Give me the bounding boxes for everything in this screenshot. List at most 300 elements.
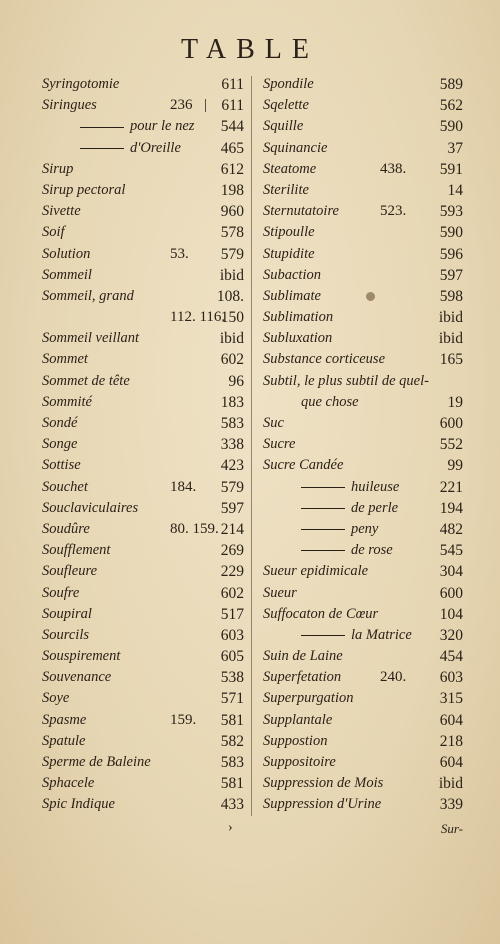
- index-entry: [38, 413, 244, 434]
- index-term: [42, 244, 90, 265]
- page-reference: 603: [220, 626, 244, 644]
- index-term-text: Sublimate: [263, 287, 321, 304]
- index-term-text: de rose: [351, 542, 393, 559]
- index-term-text: Soupiral: [42, 605, 92, 622]
- index-entry: [38, 540, 244, 561]
- index-term: [80, 116, 194, 137]
- right-index-column: [259, 74, 463, 837]
- index-term-text: Sivette: [42, 203, 81, 220]
- index-entry: [38, 201, 244, 222]
- page-reference: 19: [447, 393, 463, 411]
- index-term: [42, 752, 151, 773]
- index-term: [263, 138, 327, 159]
- index-term-text: Sommeil, grand: [42, 287, 134, 304]
- index-term: [263, 561, 368, 582]
- index-entry: [259, 180, 463, 201]
- additional-page-refs: 53.: [170, 245, 189, 262]
- index-term: [42, 455, 81, 476]
- page-reference: 582: [220, 732, 244, 750]
- index-entry: [38, 498, 244, 519]
- index-term-text: Spatule: [42, 732, 86, 749]
- page-reference: 597: [439, 266, 463, 284]
- index-term-text: Subaction: [263, 266, 321, 283]
- index-term: [263, 794, 381, 815]
- page-reference: 218: [439, 732, 463, 750]
- index-term: [42, 646, 120, 667]
- index-term-text: la Matrice: [351, 626, 412, 643]
- column-divider: [251, 76, 252, 816]
- index-term-text: peny: [351, 520, 379, 537]
- page-reference: 602: [220, 351, 244, 369]
- index-entry: [259, 392, 463, 413]
- index-term-text: Sommet: [42, 351, 88, 368]
- index-entry: [259, 477, 463, 498]
- index-entry: [259, 710, 463, 731]
- index-term: [263, 74, 314, 95]
- index-entry: [259, 773, 463, 794]
- index-term-text: de perle: [351, 499, 399, 516]
- page-reference: 150: [220, 309, 244, 327]
- index-term: [263, 455, 343, 476]
- page-reference: 183: [220, 393, 244, 411]
- index-entry: [38, 477, 244, 498]
- index-term-text: Subluxation: [263, 330, 333, 347]
- index-term-text: Sommeil veillant: [42, 330, 140, 347]
- additional-page-refs: 184.: [170, 478, 197, 495]
- page-reference: 221: [439, 478, 463, 496]
- index-term-text: Souchet: [42, 478, 88, 495]
- index-entry: [259, 307, 463, 328]
- index-term-text: Sommeil: [42, 266, 92, 283]
- index-entry: [38, 392, 244, 413]
- index-term: [42, 667, 111, 688]
- index-entry: [38, 646, 244, 667]
- ditto-dash: [301, 550, 345, 551]
- catchword-row: [259, 816, 463, 837]
- index-entry: [38, 710, 244, 731]
- index-term: [263, 646, 343, 667]
- index-entry: [259, 371, 463, 392]
- page-reference: 96: [228, 372, 244, 390]
- page-reference: 433: [220, 796, 244, 814]
- index-term: [263, 286, 321, 307]
- index-entry: [259, 244, 463, 265]
- index-term: [263, 710, 332, 731]
- index-term-text: Sublimation: [263, 309, 334, 326]
- index-entry: [38, 159, 244, 180]
- page-reference: 104: [439, 605, 463, 623]
- index-entry: [38, 583, 244, 604]
- index-entry: [259, 138, 463, 159]
- index-entry: [259, 646, 463, 667]
- separator-bar: |: [204, 97, 208, 114]
- index-term: [263, 222, 315, 243]
- index-term: [263, 583, 297, 604]
- index-term: [263, 731, 327, 752]
- index-term-text: que chose: [301, 393, 359, 410]
- additional-page-refs: 159.: [170, 711, 197, 728]
- bottom-mark: ›: [228, 820, 233, 835]
- index-term: [301, 392, 359, 413]
- index-term: [80, 138, 181, 159]
- page-reference: 602: [220, 584, 244, 602]
- index-term: [263, 752, 336, 773]
- index-term-text: Sottise: [42, 457, 81, 474]
- index-term: [263, 371, 429, 392]
- index-entry: [38, 307, 244, 328]
- index-entry: [38, 731, 244, 752]
- page-reference: 579: [220, 245, 244, 263]
- index-term-text: Sommité: [42, 393, 92, 410]
- additional-page-refs: 236: [170, 97, 193, 114]
- ditto-dash: [301, 487, 345, 488]
- index-term-text: Soufre: [42, 584, 80, 601]
- index-term: [42, 95, 97, 116]
- index-term: [42, 625, 89, 646]
- index-term-text: Sterilite: [263, 181, 309, 198]
- page-reference: 229: [220, 563, 244, 581]
- page-reference: 562: [439, 97, 463, 115]
- index-term-text: Spic Indique: [42, 796, 115, 813]
- index-term-text: Stipoulle: [263, 224, 315, 241]
- index-entry: [38, 561, 244, 582]
- index-term-text: Soif: [42, 224, 65, 241]
- index-entry: [259, 265, 463, 286]
- index-term: [42, 74, 119, 95]
- index-term: [301, 498, 398, 519]
- ink-smudge: [366, 292, 375, 301]
- page-reference: 590: [439, 118, 463, 136]
- page-reference: 99: [447, 457, 463, 475]
- page-reference: 165: [439, 351, 463, 369]
- index-term-text: Soudûre: [42, 520, 90, 537]
- index-term-text: pour le nez: [130, 118, 195, 135]
- index-term-text: Substance corticeuse: [263, 351, 386, 368]
- index-entry: [38, 138, 244, 159]
- index-term-text: Subtil, le plus subtil de quel-: [263, 372, 429, 389]
- page-reference: ibid: [438, 330, 463, 348]
- page-reference: 454: [439, 648, 463, 666]
- index-entry: [38, 371, 244, 392]
- ditto-dash: [80, 127, 124, 128]
- page-reference: 593: [439, 203, 463, 221]
- page-reference: ibid: [438, 775, 463, 793]
- index-term: [263, 159, 316, 180]
- index-term: [42, 180, 125, 201]
- page-reference: ibid: [219, 330, 244, 348]
- index-entry: [259, 667, 463, 688]
- page-reference: 589: [439, 76, 463, 93]
- page-reference: 320: [439, 626, 463, 644]
- index-term: [42, 561, 97, 582]
- page-reference: 604: [439, 711, 463, 729]
- index-term-text: Squille: [263, 118, 304, 135]
- page-reference: ibid: [438, 309, 463, 327]
- page-reference: 579: [220, 478, 244, 496]
- index-entry: [259, 328, 463, 349]
- index-term: [263, 667, 341, 688]
- index-term: [42, 477, 88, 498]
- page-reference: 605: [220, 648, 244, 666]
- index-term-text: Sondé: [42, 415, 78, 431]
- index-entry: [259, 74, 463, 95]
- index-entry: [259, 794, 463, 815]
- page-reference: 14: [447, 181, 463, 199]
- index-term-text: Suin de Laine: [263, 648, 343, 665]
- index-term: [42, 265, 92, 286]
- index-term-text: Souspirement: [42, 648, 121, 665]
- ditto-dash: [80, 148, 124, 149]
- index-term: [301, 540, 393, 561]
- page-reference: 583: [220, 754, 244, 771]
- page-reference: 339: [439, 796, 463, 814]
- left-index-column: [38, 74, 244, 816]
- index-term-text: Spasme: [42, 711, 87, 728]
- page-reference: 423: [220, 457, 244, 475]
- index-term-text: Suppression de Mois: [263, 775, 384, 792]
- index-term: [301, 625, 412, 646]
- index-entry: [259, 604, 463, 625]
- index-term-text: Suppression d'Urine: [263, 796, 382, 813]
- index-term: [42, 540, 110, 561]
- index-term-text: Suppositoire: [263, 754, 336, 770]
- index-term: [42, 794, 115, 815]
- index-entry: [259, 498, 463, 519]
- index-entry: [259, 540, 463, 561]
- index-term-text: Sternutatoire: [263, 203, 339, 220]
- page-reference: 108.: [216, 287, 244, 305]
- page-reference: 600: [439, 584, 463, 602]
- index-term: [301, 477, 399, 498]
- page-reference: 578: [220, 224, 244, 242]
- catchword: Sur-: [440, 820, 463, 836]
- page-reference: 611: [221, 97, 244, 115]
- index-term: [42, 688, 69, 709]
- index-entry: [38, 773, 244, 794]
- page-reference: 604: [439, 754, 463, 771]
- ditto-dash: [301, 529, 345, 530]
- index-entry: [38, 667, 244, 688]
- index-entry: [38, 625, 244, 646]
- index-entry: [38, 794, 244, 815]
- page-reference: 214: [220, 520, 244, 538]
- page-reference: 603: [439, 669, 463, 687]
- additional-page-refs: 80. 159.: [170, 520, 219, 537]
- page-reference: 338: [220, 436, 244, 454]
- index-term-text: Sueur epidimicale: [263, 563, 369, 580]
- additional-page-refs: 240.: [380, 669, 407, 686]
- index-entry: [38, 222, 244, 243]
- index-term-text: Suffocaton de Cœur: [263, 605, 379, 622]
- index-term: [42, 498, 138, 519]
- index-term: [263, 434, 295, 455]
- index-entry: [259, 349, 463, 370]
- index-term: [42, 349, 88, 370]
- page-reference: 465: [220, 139, 244, 157]
- page-reference: 598: [439, 287, 463, 305]
- index-term: [263, 265, 321, 286]
- page-reference: 611: [221, 76, 244, 93]
- index-entry: [259, 455, 463, 476]
- index-term: [42, 604, 92, 625]
- index-term-text: Souclaviculaires: [42, 499, 139, 516]
- index-term-text: Solution: [42, 245, 91, 262]
- page-reference: 583: [220, 415, 244, 432]
- index-term: [42, 413, 77, 434]
- index-term-text: Squinancie: [263, 139, 328, 156]
- index-term-text: Sphacele: [42, 775, 95, 792]
- page-reference: 597: [220, 499, 244, 517]
- index-entry: [38, 688, 244, 709]
- index-term: [263, 413, 284, 434]
- additional-page-refs: 523.: [380, 203, 407, 220]
- page-reference: 37: [447, 139, 463, 157]
- index-term: [42, 392, 92, 413]
- page-reference: 600: [439, 415, 463, 432]
- index-entry: [259, 434, 463, 455]
- index-entry: [259, 201, 463, 222]
- index-entry: [38, 349, 244, 370]
- index-entry: [259, 583, 463, 604]
- page-reference: 194: [439, 499, 463, 517]
- index-term: [42, 159, 73, 180]
- index-entry: [259, 625, 463, 646]
- index-term-text: Stupidite: [263, 245, 315, 262]
- index-term-text: Soufflement: [42, 542, 111, 559]
- index-term: [42, 710, 86, 731]
- index-term: [263, 688, 354, 709]
- index-entry: [259, 731, 463, 752]
- page-reference: ibid: [219, 266, 244, 284]
- index-term: [42, 773, 94, 794]
- index-entry: [259, 95, 463, 116]
- index-term-text: Soye: [42, 690, 70, 707]
- index-term: [42, 286, 134, 307]
- index-term-text: Souvenance: [42, 669, 112, 686]
- ditto-dash: [301, 508, 345, 509]
- index-entry: [38, 74, 244, 95]
- index-entry: [38, 95, 244, 116]
- index-term-text: Superpurgation: [263, 690, 354, 707]
- index-term: [42, 434, 77, 455]
- page-reference: 538: [220, 669, 244, 687]
- index-term: [263, 180, 309, 201]
- index-entry: [38, 752, 244, 773]
- page-reference: 571: [220, 690, 244, 708]
- page-reference: 591: [439, 160, 463, 178]
- page-reference: 269: [220, 542, 244, 560]
- index-entry: [38, 180, 244, 201]
- index-term-text: Sucre: [263, 436, 296, 453]
- index-term-text: Sqelette: [263, 97, 309, 114]
- index-entry: [38, 455, 244, 476]
- index-term: [42, 519, 90, 540]
- page-reference: 198: [220, 181, 244, 199]
- index-term-text: Superfetation: [263, 669, 342, 686]
- page-reference: 596: [439, 245, 463, 263]
- page-reference: 590: [439, 224, 463, 242]
- index-term-text: huileuse: [351, 478, 400, 495]
- page-reference: 545: [439, 542, 463, 560]
- index-term-text: Sueur: [263, 584, 297, 601]
- additional-page-refs: 112. 116.: [170, 309, 226, 326]
- index-term: [263, 349, 385, 370]
- index-entry: [38, 434, 244, 455]
- index-term-text: Suc: [263, 415, 284, 431]
- page-title: TABLE: [181, 34, 319, 65]
- index-term-text: Sourcils: [42, 626, 89, 643]
- index-term-text: Soufleure: [42, 563, 98, 580]
- index-entry: [259, 561, 463, 582]
- index-term-text: Spondile: [263, 76, 314, 92]
- index-entry: [259, 413, 463, 434]
- page-reference: 544: [220, 118, 244, 136]
- index-term-text: Songe: [42, 436, 78, 453]
- page-reference: 315: [439, 690, 463, 708]
- index-entry: [259, 159, 463, 180]
- index-entry: [259, 222, 463, 243]
- index-term: [263, 307, 333, 328]
- index-term-text: Sperme de Baleine: [42, 754, 151, 770]
- page-reference: 517: [220, 605, 244, 623]
- index-term: [263, 328, 332, 349]
- index-entry: [38, 604, 244, 625]
- index-term: [42, 201, 81, 222]
- page-reference: 581: [220, 711, 244, 729]
- index-term: [263, 604, 378, 625]
- index-term: [263, 773, 383, 794]
- index-entry: [259, 519, 463, 540]
- index-entry: [38, 116, 244, 137]
- index-term: [263, 244, 315, 265]
- index-term-text: Supplantale: [263, 711, 333, 728]
- index-term-text: d'Oreille: [130, 139, 181, 156]
- index-entry: [259, 286, 463, 307]
- index-entry: [259, 688, 463, 709]
- page-reference: 960: [220, 203, 244, 221]
- index-term-text: Syringotomie: [42, 76, 120, 92]
- index-term-text: Sucre Candée: [263, 457, 344, 474]
- index-term-text: Steatome: [263, 160, 317, 177]
- page-reference: 581: [220, 775, 244, 793]
- index-term: [263, 201, 339, 222]
- index-term: [301, 519, 378, 540]
- ditto-dash: [301, 635, 345, 636]
- index-entry: [38, 265, 244, 286]
- page-reference: 482: [439, 520, 463, 538]
- index-term-text: Sirup: [42, 160, 74, 177]
- index-term: [42, 328, 139, 349]
- index-entry: [38, 328, 244, 349]
- index-entry: [38, 519, 244, 540]
- index-term-text: Suppostion: [263, 732, 328, 749]
- additional-page-refs: 438.: [380, 160, 407, 177]
- index-term: [42, 371, 130, 392]
- index-term-text: Siringues: [42, 97, 97, 114]
- index-entry: [38, 286, 244, 307]
- page-reference: 612: [220, 160, 244, 178]
- index-term: [42, 222, 65, 243]
- index-entry: [259, 752, 463, 773]
- index-term: [263, 116, 303, 137]
- page-reference: 552: [439, 436, 463, 454]
- index-term: [263, 95, 309, 116]
- index-entry: [259, 116, 463, 137]
- page-reference: 304: [439, 563, 463, 581]
- index-term-text: Sirup pectoral: [42, 181, 126, 198]
- index-term: [42, 731, 86, 752]
- index-entry: [38, 244, 244, 265]
